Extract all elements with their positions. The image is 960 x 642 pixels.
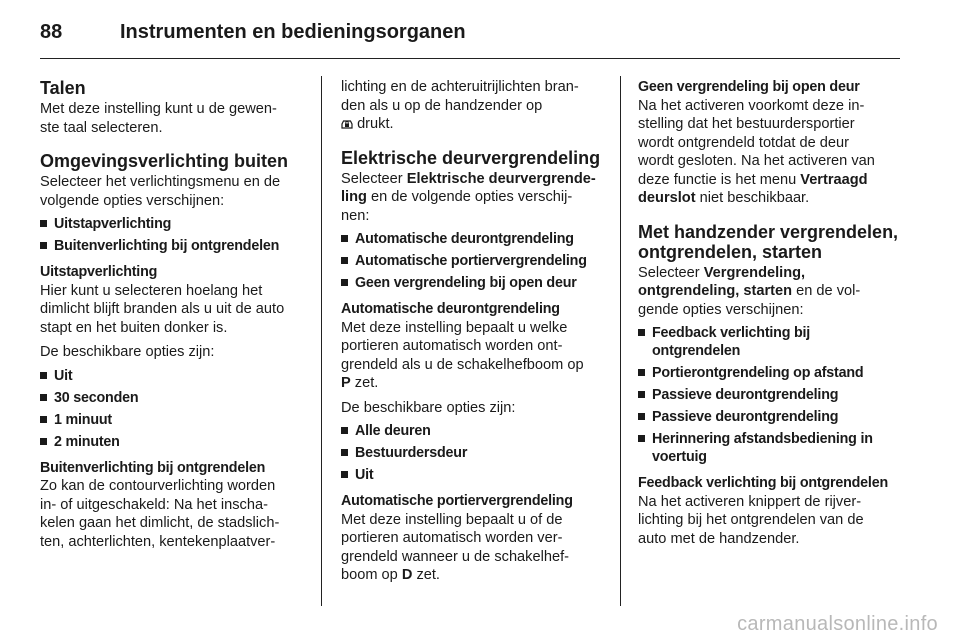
options-label: De beschikbare opties zijn: (341, 399, 516, 416)
paragraph: Na het activeren knippert de rijver- lichting bij het ontgrendelen van de auto met de handzender. (638, 493, 864, 547)
list-item: 2 minuten (40, 433, 308, 451)
option-list (341, 230, 603, 292)
section-heading-talen: Talen (40, 78, 86, 98)
section-heading-elektrische-deurvergrendeling: Elektrische deurvergrendeling (341, 147, 601, 168)
list-item: Feedback verlichting bij ontgrendelen (638, 324, 904, 360)
paragraph: Met deze instelling bepaalt u of de portieren automatisch worden ver- grendeld wanneer u de schakelhef- boom op D zet. (341, 511, 569, 583)
page-title: Instrumenten en bedieningsorganen (120, 20, 466, 43)
paragraph: Selecteer het verlichtingsmenu en de volgende opties verschijnen: (40, 174, 281, 209)
list-item: Automatische portiervergrendeling (341, 252, 603, 270)
paragraph: lichting en de achteruitrijlichten bran- den als u op de handzender op drukt. (341, 79, 579, 132)
paragraph: Zo kan de contourverlichting worden in- of uitgeschakeld: Na het inscha- kelen gaan het dimlicht, de stadslich- ten, achterlichten, kentekenplaatver- (40, 478, 280, 550)
list-item: Passieve deurontgrendeling (638, 386, 904, 404)
option-list (638, 324, 904, 466)
header-rule (40, 58, 900, 59)
column-3 (638, 78, 904, 548)
paragraph: Hier kunt u selecteren hoelang het dimlicht blijft branden als u uit de auto stapt en het buiten donker is. (40, 282, 285, 336)
list-item: Uit (341, 466, 603, 484)
section-heading-omgevingsverlichting: Omgevingsverlichting buiten (40, 151, 289, 171)
list-item: Portierontgrendeling op afstand (638, 364, 904, 382)
option-list (40, 215, 308, 255)
paragraph: Selecteer Elektrische deurvergrende- ling en de volgende opties verschij- nen: (341, 170, 596, 224)
subheading-feedback-verlichting: Feedback verlichting bij ontgrendelen (638, 475, 888, 491)
list-item: Uit (40, 367, 308, 385)
subheading-automatische-portiervergrendeling: Automatische portiervergrendeling (341, 493, 573, 509)
list-item: Buitenverlichting bij ontgrendelen (40, 237, 308, 255)
section-heading-handzender: Met handzender vergrendelen, ontgrendelen, starten (638, 221, 899, 262)
subheading-automatische-deurontgrendeling: Automatische deurontgrendeling (341, 301, 560, 317)
list-item: 30 seconden (40, 389, 308, 407)
column-divider (321, 76, 322, 606)
list-item: Passieve deurontgrendeling (638, 408, 904, 426)
watermark: carmanualsonline.info (737, 613, 938, 635)
list-item: Alle deuren (341, 422, 603, 440)
list-item: Bestuurdersdeur (341, 444, 603, 462)
paragraph: Met deze instelling kunt u de gewen- ste taal selecteren. (40, 101, 277, 136)
subheading-geen-vergrendeling: Geen vergrendeling bij open deur (638, 79, 860, 95)
subheading-uitstapverlichting: Uitstapverlichting (40, 264, 158, 280)
page-number: 88 (40, 20, 63, 43)
column-1 (40, 78, 308, 551)
column-2 (341, 78, 603, 585)
column-divider (620, 76, 621, 606)
paragraph: Met deze instelling bepaalt u welke portieren automatisch worden ont- grendeld als u de schakelhefboom op P zet. (341, 319, 584, 391)
page-header (40, 14, 466, 50)
subheading-buitenverlichting: Buitenverlichting bij ontgrendelen (40, 459, 266, 476)
list-item: Uitstapverlichting (40, 215, 308, 233)
options-label: De beschikbare opties zijn: (40, 344, 215, 360)
list-item: Herinnering afstandsbediening in voertuig (638, 430, 904, 466)
paragraph: Na het activeren voorkomt deze in- stelling dat het bestuurdersportier wordt ontgrendeld totdat de deur wordt gesloten. Na het activeren van deze functie is het menu Vertraagd deurslot niet beschikbaar. (638, 97, 875, 206)
list-item: Automatische deurontgrendeling (341, 230, 603, 248)
option-list (341, 422, 603, 484)
paragraph: Selecteer Vergrendeling, ontgrendeling, starten en de vol- gende opties verschijnen: (638, 264, 861, 318)
list-item: Geen vergrendeling bij open deur (341, 274, 603, 292)
car-lock-icon (341, 119, 353, 129)
option-list (40, 367, 308, 451)
list-item: 1 minuut (40, 411, 308, 429)
